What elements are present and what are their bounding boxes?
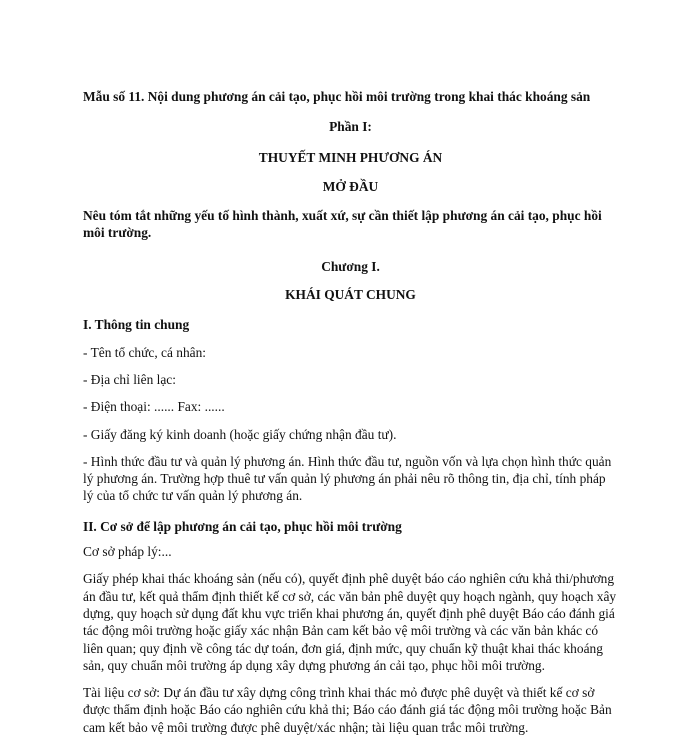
chapter-label: Chương I.: [321, 258, 380, 274]
general-info-item: - Giấy đăng ký kinh doanh (hoặc giấy chứng nhận đầu tư).: [83, 426, 397, 442]
chapter-title: KHÁI QUÁT CHUNG: [285, 287, 416, 303]
section-basis-heading: II. Cơ sở để lập phương án cải tạo, phục hồi môi trường: [83, 518, 402, 534]
document-body: [83, 88, 618, 736]
part-title: THUYẾT MINH PHƯƠNG ÁN: [258, 149, 443, 165]
general-info-item: - Hình thức đầu tư và quản lý phương án. Hình thức đầu tư, nguồn vốn và lựa chọn hình thức quản lý phương án. Trường hợp thuê tư vấn quản lý phương án phải nêu rõ thông tin, địa chỉ, tính pháp lý của tổ chức tư vấn quản lý phương án.: [83, 453, 612, 504]
intro-description: Nêu tóm tắt những yếu tố hình thành, xuất xứ, sự cần thiết lập phương án cải tạo, phục hồi môi trường.: [83, 208, 602, 241]
basis-paragraph: Giấy phép khai thác khoáng sản (nếu có), quyết định phê duyệt báo cáo nghiên cứu khả thi/phương án đầu tư, kết quả thẩm định thiết kế cơ sở, các văn bản phê duyệt quy hoạch ngành, quy hoạch xây dựng, quy hoạch sử dụng đất khu vực triển khai phương án, quyết định phê duyệt Báo cáo đánh giá tác động môi trường hoặc giấy xác nhận Bản cam kết bảo vệ môi trường và các văn bản khác có liên quan; quy định về công tác dự toán, đơn giá, định mức, quy chuẩn kỹ thuật khai thác khoáng sản, quy chuẩn môi trường áp dụng xây dựng phương án cải tạo, phục hồi môi trường.: [83, 571, 617, 673]
general-info-item: - Điện thoại: ...... Fax: ......: [83, 399, 225, 415]
general-info-item: - Tên tổ chức, cá nhân:: [83, 344, 207, 360]
section-general-info-heading: I. Thông tin chung: [83, 317, 190, 333]
form-title: Mẫu số 11. Nội dung phương án cải tạo, phục hồi môi trường trong khai thác khoáng sản: [83, 89, 591, 104]
part-label: Phần I:: [329, 119, 372, 135]
general-info-item: - Địa chỉ liên lạc:: [83, 371, 176, 387]
basis-paragraph: Cơ sở pháp lý:...: [83, 544, 172, 560]
basis-paragraph: Tài liệu cơ sở: Dự án đầu tư xây dựng công trình khai thác mỏ được phê duyệt và thiết kế cơ sở được thẩm định hoặc Báo cáo nghiên cứu khả thi; Báo cáo đánh giá tác động môi trường hoặc Bản cam kết bảo vệ môi trường được phê duyệt/xác nhận; tài liệu quan trắc môi trường.: [83, 685, 612, 735]
intro-heading: MỞ ĐẦU: [322, 178, 379, 194]
